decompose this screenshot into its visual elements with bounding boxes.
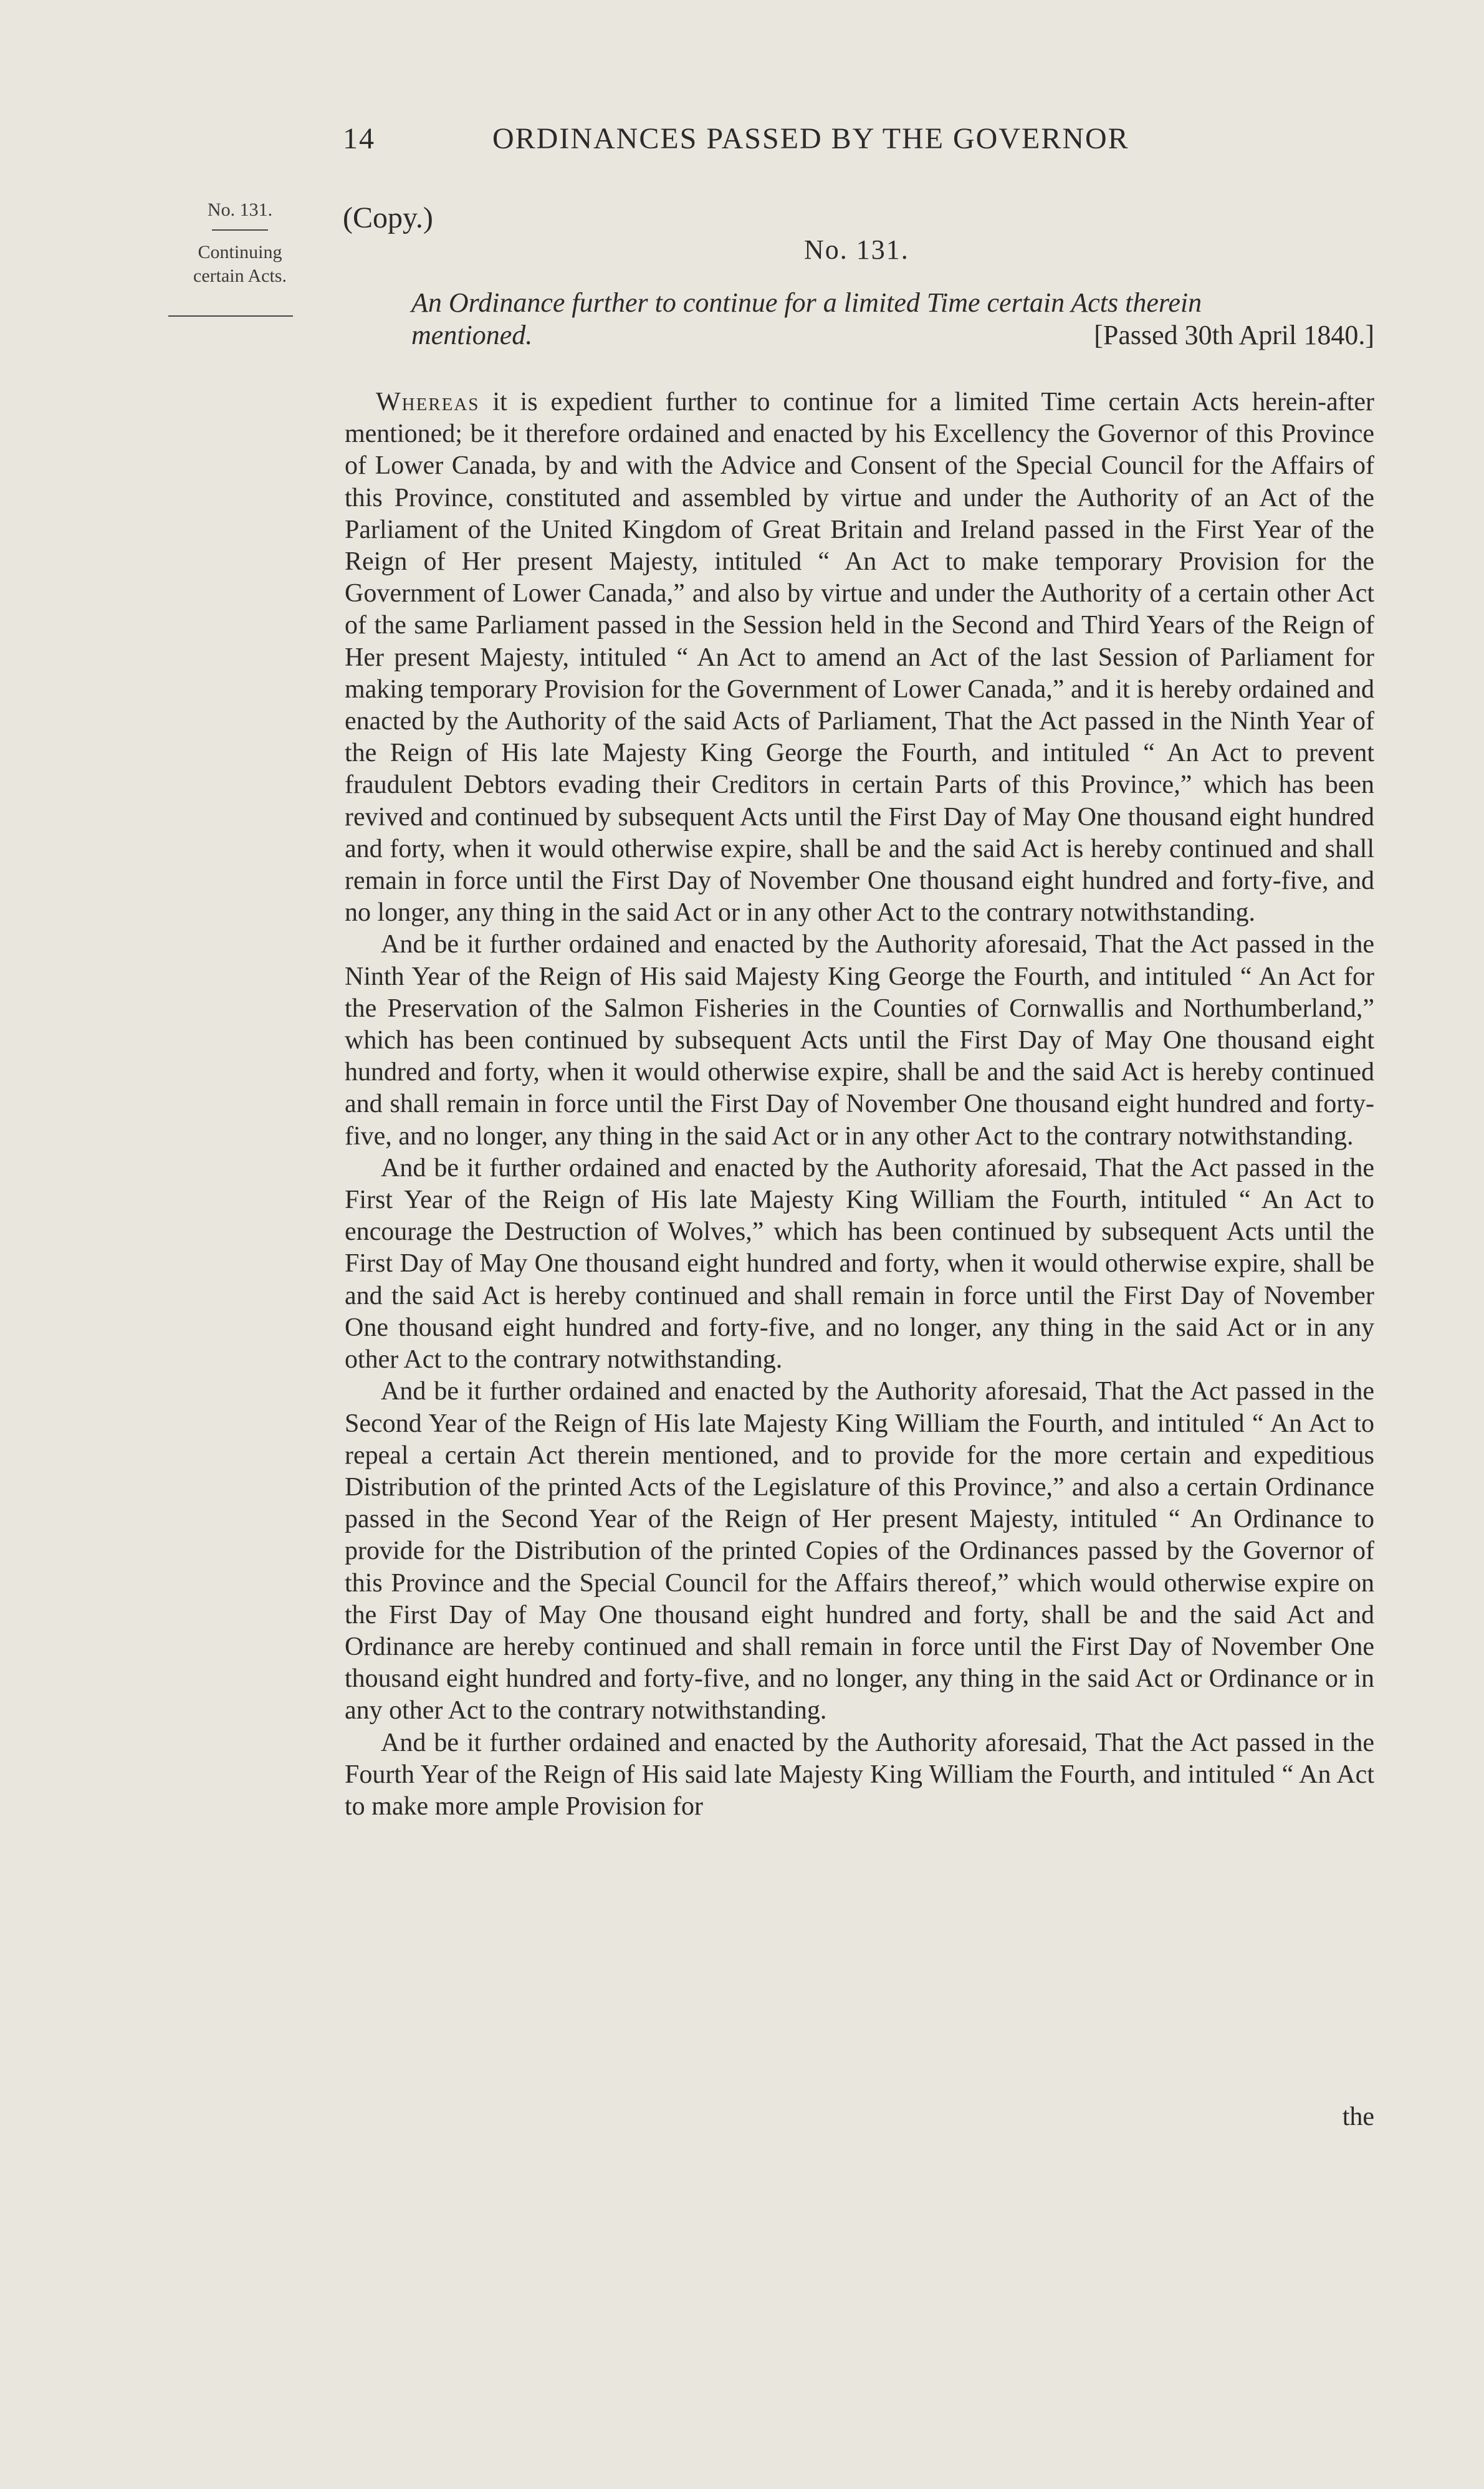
ordinance-number: No. 131. [804, 234, 909, 265]
passed-date: [Passed 30th April 1840.] [1094, 320, 1374, 350]
page-number: 14 [343, 122, 375, 155]
paragraph-5: And be it further ordained and enacted by the Authority aforesaid, That the Act passed in the Fourth Year of the Reign of His said late Majesty King William the Fourth, and intituled “ An Act to make more ample Provision for [345, 1728, 1374, 1821]
running-title: ORDINANCES PASSED BY THE GOVERNOR [492, 122, 1129, 155]
margin-note-text-line2: certain Acts. [193, 266, 287, 286]
margin-note [168, 198, 312, 288]
page-header [343, 122, 1215, 161]
paragraph-4: And be it further ordained and enacted by the Authority aforesaid, That the Act passed in the Second Year of the Reign of His late Majesty King William the Fourth, and intituled “ An Act to repeal a certain Act therein mentioned, and to provide for the more certain and expeditious Distribution of the printed Acts of the Legislature of this Province,” and also a certain Ordinance passed in the Second Year of the Reign of Her present Majesty, intituled “ An Ordinance to provide for the Distribution of the printed Copies of the Ordinances passed by the Governor of this Province and the Special Council for the Affairs thereof,” which would otherwise expire on the First Day of May One thousand eight hundred and forty, shall be and the said Act and Ordinance are hereby continued and shall remain in force until the First Day of November One thousand eight hundred and forty-five, and no longer, any thing in the said Act or Ordinance or in any other Act to the contrary notwithstanding. [345, 1377, 1374, 1725]
margin-note-number: No. 131. [207, 199, 273, 220]
paragraph-2: And be it further ordained and enacted by the Authority aforesaid, That the Act passed in the Ninth Year of the Reign of His said Majesty King George the Fourth, and intituled “ An Act for the Preservation of the Salmon Fisheries in the Counties of Cornwallis and Northumberland,” which has been continued by subsequent Acts until the First Day of May One thousand eight hundred and forty, when it would otherwise expire, shall be and the said Act is hereby continued and shall remain in force until the First Day of November One thousand eight hundred and forty-five, and no longer, any thing in the said Act or in any other Act to the contrary notwithstanding. [345, 930, 1374, 1151]
paragraph-1 [345, 386, 1374, 929]
paragraph-3: And be it further ordained and enacted by the Authority aforesaid, That the Act passed in the First Year of the Reign of His late Majesty King William the Fourth, intituled “ An Act to encourage the Destruction of Wolves,” which has been continued by subsequent Acts until the First Day of May One thousand eight hundred and forty, when it would otherwise expire, shall be and the said Act is hereby continued and shall remain in force until the First Day of November One thousand eight hundred and forty-five, and no longer, any thing in the said Act or in any other Act to the contrary notwithstanding. [345, 1153, 1374, 1374]
margin-note-short-rule [212, 229, 268, 231]
title-line-1: An Ordinance further to continue for a limited Time certain Acts therein [411, 287, 1202, 318]
margin-note-rule [168, 315, 293, 317]
catchword: the [1342, 2103, 1374, 2131]
ordinance-title [343, 287, 1374, 352]
title-line-2-text: mentioned. [411, 320, 533, 350]
title-line-2 [343, 319, 1374, 352]
ordinance-body [345, 386, 1374, 1823]
copy-label: (Copy.) [343, 201, 433, 234]
paragraph-1-first-word: Whereas [376, 388, 480, 416]
margin-note-text-line1: Continuing [198, 242, 282, 262]
paragraph-1-text: it is expedient further to continue for a limited Time certain Acts herein-after mentioned; be it therefore ordained and enacted by his Excellency the Governor of this Province of Lower Canada, by and with the Advice and Consent of the Special Council for the Affairs of this Province, constituted and assembled by virtue and under the Authority of an Act of the Parliament of the United Kingdom of Great Britain and Ireland passed in the First Year of the Reign of Her present Majesty, intituled “ An Act to make temporary Provision for the Government of Lower Canada,” and also by virtue and under the Authority of a certain other Act of the same Parliament passed in the Session held in the Second and Third Years of the Reign of Her present Majesty, intituled “ An Act to amend an Act of the last Session of Parliament for making temporary Provision for the Government of Lower Canada,” and it is hereby ordained and enacted by the Authority of the said Acts of Parliament, That the Act passed in the Ninth Year of the Reign of His late Majesty King George the Fourth, and intituled “ An Act to prevent fraudulent Debtors evading their Creditors in certain Parts of this Province,” which has been revived and continued by subsequent Acts until the First Day of May One thousand eight hundred and forty, when it would otherwise expire, shall be and the said Act is hereby continued and shall remain in force until the First Day of November One thousand eight hundred and forty-five, and no longer, any thing in the said Act or in any other Act to the contrary notwithstanding. [345, 388, 1374, 928]
